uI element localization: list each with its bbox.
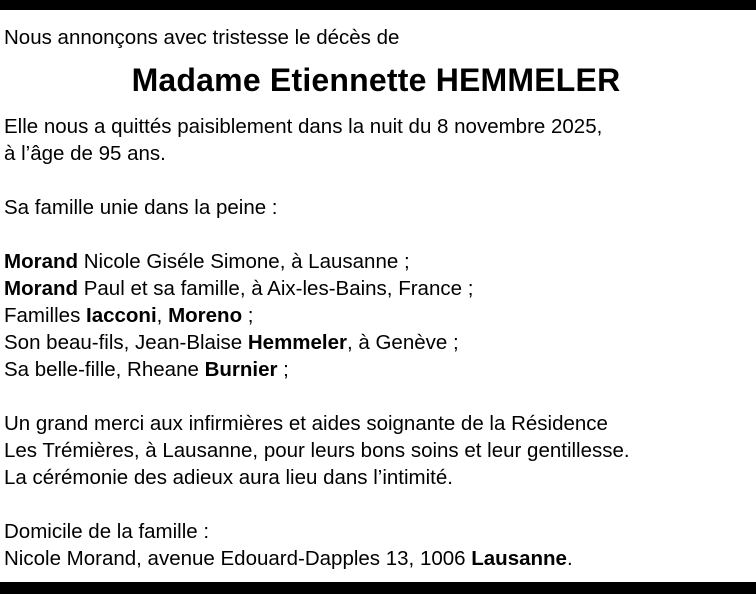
address-label: Domicile de la famille :: [4, 520, 210, 543]
family-surname: Hemmeler: [247, 331, 347, 354]
address-street: Nicole Morand, avenue Edouard-Dapples 13, 1006: [4, 547, 472, 570]
family-separator: ,: [156, 304, 169, 327]
family-member-row: [4, 356, 748, 383]
family-surname: Moreno: [168, 304, 243, 327]
family-detail: ;: [277, 358, 289, 381]
address-period: .: [566, 547, 573, 570]
family-surname: Morand: [4, 277, 79, 300]
address-city: Lausanne: [471, 547, 567, 570]
spacer-3: [4, 383, 748, 410]
deceased-name: Madame Etiennette HEMMELER: [131, 62, 621, 98]
family-member-row: [4, 275, 748, 302]
passing-line-1: Elle nous a quittés paisiblement dans la nuit du 8 novembre 2025,: [4, 115, 603, 138]
spacer-4: [4, 491, 748, 518]
family-member-row: [4, 248, 748, 275]
family-surname: Burnier: [204, 358, 278, 381]
death-notice-card: [0, 10, 756, 582]
passing-line-2: à l’âge de 95 ans.: [4, 142, 166, 165]
family-intro-line: Sa famille unie dans la peine :: [4, 196, 278, 219]
address-line: [4, 545, 748, 572]
thanks-line-2: Les Trémières, à Lausanne, pour leurs bons soins et leur gentillesse.: [4, 439, 630, 462]
family-member-row: [4, 302, 748, 329]
family-surname: Morand: [4, 250, 79, 273]
family-detail: ;: [242, 304, 254, 327]
thanks-line-3: La cérémonie des adieux aura lieu dans l’intimité.: [4, 466, 453, 489]
family-detail: Paul et sa famille, à Aix-les-Bains, France ;: [78, 277, 474, 300]
family-surname: Iacconi: [86, 304, 157, 327]
family-detail: Son beau-fils, Jean-Blaise: [4, 331, 248, 354]
family-detail: Nicole Giséle Simone, à Lausanne ;: [78, 250, 410, 273]
family-member-row: [4, 329, 748, 356]
family-detail: Sa belle-fille, Rheane: [4, 358, 205, 381]
intro-line: Nous annonçons avec tristesse le décès de: [4, 26, 400, 49]
family-detail: , à Genève ;: [347, 331, 459, 354]
family-detail: Familles: [4, 304, 87, 327]
spacer-2: [4, 221, 748, 248]
thanks-line-1: Un grand merci aux infirmières et aides soignante de la Résidence: [4, 412, 608, 435]
spacer-1: [4, 167, 748, 194]
